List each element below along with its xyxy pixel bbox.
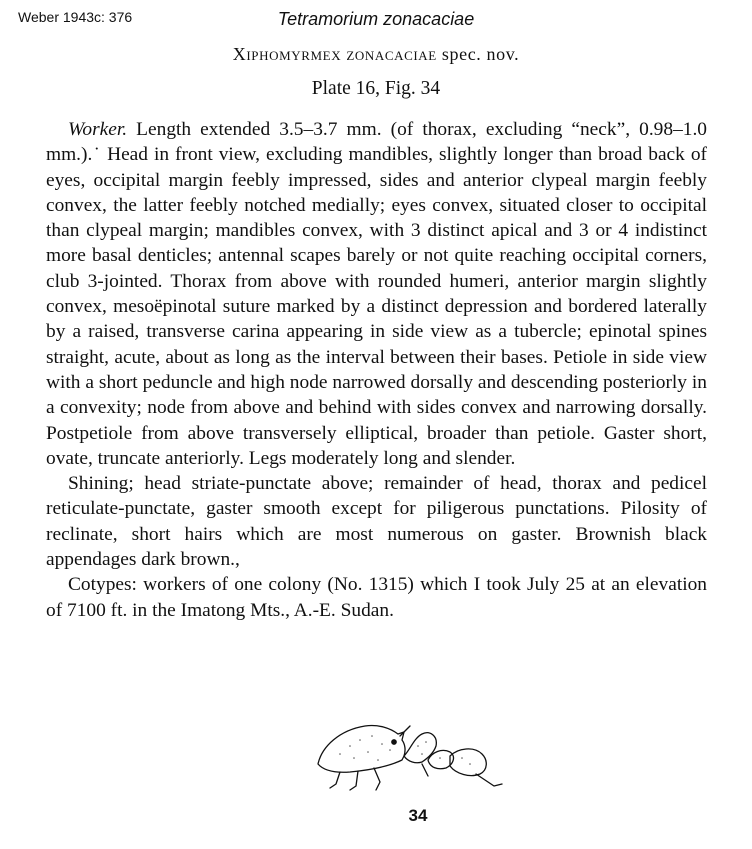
ant-eye	[392, 740, 396, 744]
worker-lead: Worker.	[68, 119, 128, 140]
sculpture-paragraph: Shining; head striate-punctate above; remainder of head, thorax and pedicel reticulate-punctate, gaster smooth except for piligerous punctations. Pilosity of reclinate, short hairs which are most numerous on gaster. Brownish black appendages dark brown.,	[46, 473, 707, 571]
figure-label: 34	[408, 806, 428, 825]
original-status: spec. nov.	[441, 44, 520, 64]
ant-gaster	[450, 749, 486, 776]
original-name	[0, 44, 752, 65]
cotypes-paragraph: Cotypes: workers of one colony (No. 1315) which I took July 25 at an elevation of 7100 ft. in the Imatong Mts., A.-E. Sudan.	[46, 574, 707, 621]
ant-petiole	[404, 733, 436, 763]
citation: Weber 1943c: 376	[18, 9, 133, 25]
ant-thorax	[318, 725, 405, 772]
description-body	[46, 117, 707, 623]
original-genus: Xiphomyrmex	[232, 44, 342, 64]
worker-paragraph	[46, 117, 707, 471]
ant-spine	[400, 726, 410, 736]
plate-reference: Plate 16, Fig. 34	[311, 78, 441, 99]
original-species: zonacaciae	[346, 44, 437, 64]
worker-text: Length extended 3.5–3.7 mm. (of thorax, excluding “neck”, 0.98–1.0 mm.).˙ Head in front view, excluding mandibles, slightly longer than broad back of eyes, occipital margin feebly impressed, sides and anterior clypeal margin feebly convex, the latter feebly notched medially; eyes convex, situated closer to occipital than clypeal margin; mandibles convex, with 3 distinct apical and 3 or 4 indistinct more basal denticles; antennal scapes barely or not quite reaching occipital corners, club 3-jointed. Thorax from above with rounded humeri, anterior margin slightly convex, mesoëpinotal suture marked by a distinct depression and bordered laterally by a raised, transverse carina appearing in side view as a tubercle; epinotal spines straight, acute, about as long as the interval between their bases. Petiole in side view with a short peduncle and high node narrowed dorsally and descending posteriorly in a convexity; node from above and behind with sides convex and narrowing dorsally. Postpetiole from above transversely elliptical, broader than petiole. Gaster short, ovate, truncate anteriorly. Legs moderately long and slender.	[46, 119, 707, 469]
ant-profile-drawing-icon	[310, 716, 510, 796]
ant-legs	[330, 764, 502, 790]
species-title: Tetramorium zonacaciae	[277, 9, 475, 29]
